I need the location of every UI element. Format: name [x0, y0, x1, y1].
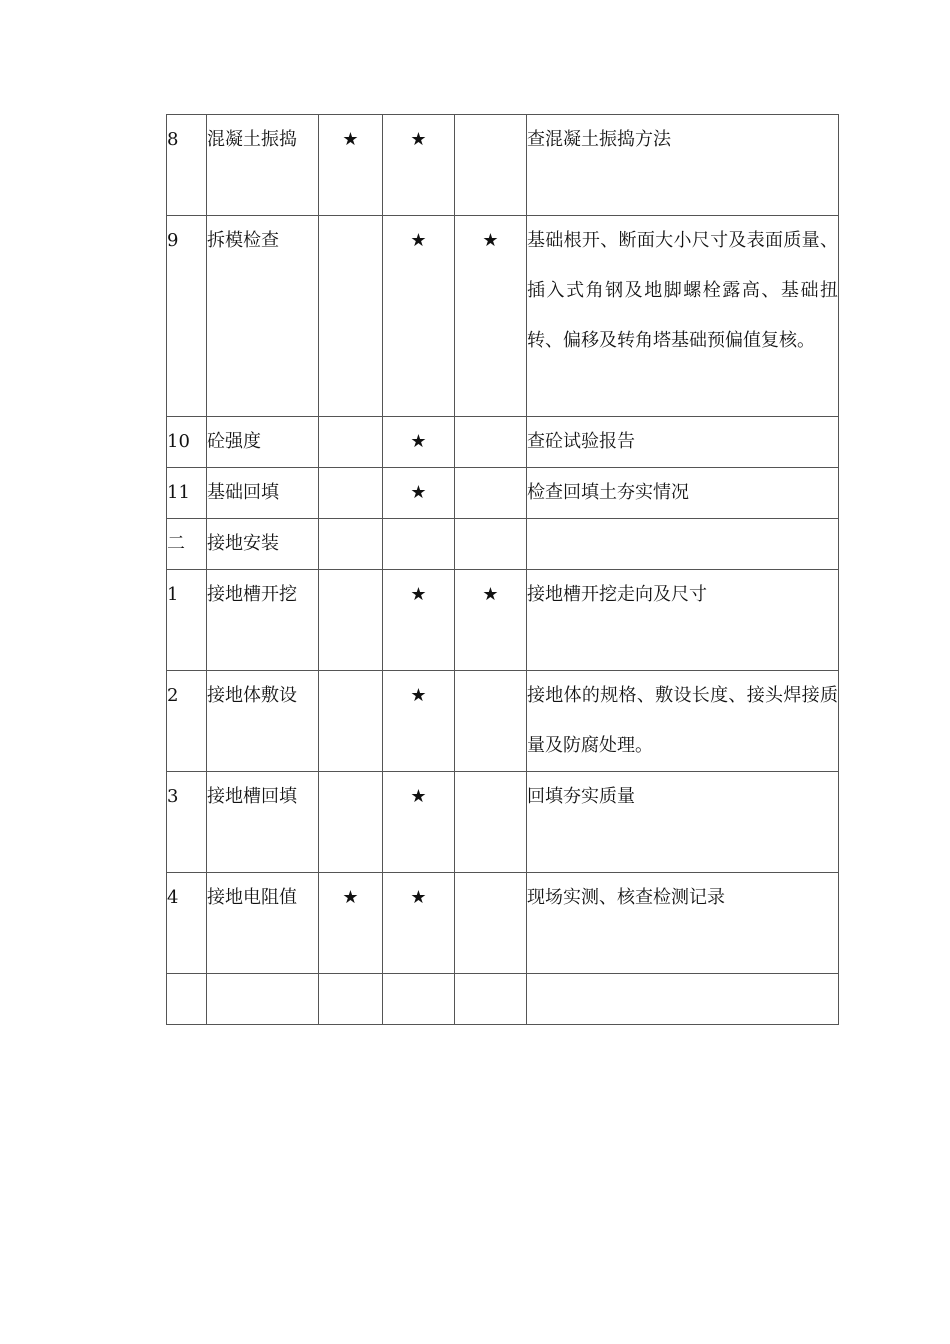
check-column-3: [455, 115, 527, 216]
table-row: [167, 115, 839, 216]
check-column-2: ★: [383, 417, 455, 468]
check-column-3: [455, 772, 527, 873]
check-column-2: [383, 519, 455, 570]
check-column-3: [455, 671, 527, 772]
check-column-2: ★: [383, 570, 455, 671]
item-name: 接地电阻值: [207, 873, 319, 974]
item-name: 砼强度: [207, 417, 319, 468]
inspection-note: 现场实测、核查检测记录: [527, 873, 839, 974]
check-column-3: [455, 519, 527, 570]
table-row: [167, 772, 839, 873]
row-number: 1: [167, 570, 207, 671]
check-column-3: ★: [455, 570, 527, 671]
check-column-3: [455, 468, 527, 519]
row-number: 9: [167, 216, 207, 417]
check-column-3: [455, 974, 527, 1025]
row-number: 二: [167, 519, 207, 570]
row-number: 4: [167, 873, 207, 974]
row-number: [167, 974, 207, 1025]
inspection-note: 查混凝土振捣方法: [527, 115, 839, 216]
table-row: [167, 974, 839, 1025]
item-name: 接地槽回填: [207, 772, 319, 873]
inspection-note: 基础根开、断面大小尺寸及表面质量、插入式角钢及地脚螺栓露高、基础扭转、偏移及转角塔基础预偏值复核。: [527, 216, 839, 417]
row-number: 3: [167, 772, 207, 873]
inspection-table-body: [167, 115, 839, 1025]
check-column-2: [383, 974, 455, 1025]
row-number: 10: [167, 417, 207, 468]
check-column-2: ★: [383, 468, 455, 519]
item-name: 接地体敷设: [207, 671, 319, 772]
item-name: 基础回填: [207, 468, 319, 519]
item-name: 拆模检查: [207, 216, 319, 417]
row-number: 8: [167, 115, 207, 216]
check-column-1: [319, 772, 383, 873]
check-column-1: [319, 216, 383, 417]
item-name: [207, 974, 319, 1025]
check-column-3: ★: [455, 216, 527, 417]
table-row: [167, 519, 839, 570]
check-column-1: ★: [319, 115, 383, 216]
table-row: [167, 216, 839, 417]
check-column-2: ★: [383, 115, 455, 216]
inspection-note: 接地槽开挖走向及尺寸: [527, 570, 839, 671]
row-number: 11: [167, 468, 207, 519]
table-row: [167, 417, 839, 468]
row-number: 2: [167, 671, 207, 772]
check-column-2: ★: [383, 671, 455, 772]
inspection-note: [527, 519, 839, 570]
check-column-3: [455, 873, 527, 974]
check-column-3: [455, 417, 527, 468]
inspection-note: 回填夯实质量: [527, 772, 839, 873]
check-column-1: ★: [319, 873, 383, 974]
inspection-note: 检查回填土夯实情况: [527, 468, 839, 519]
inspection-note: [527, 974, 839, 1025]
check-column-1: [319, 570, 383, 671]
inspection-note: 接地体的规格、敷设长度、接头焊接质量及防腐处理。: [527, 671, 839, 772]
check-column-1: [319, 417, 383, 468]
check-column-1: [319, 671, 383, 772]
table-row: [167, 468, 839, 519]
check-column-1: [319, 519, 383, 570]
inspection-note: 查砼试验报告: [527, 417, 839, 468]
check-column-1: [319, 974, 383, 1025]
check-column-1: [319, 468, 383, 519]
table-row: [167, 570, 839, 671]
item-name: 接地槽开挖: [207, 570, 319, 671]
check-column-2: ★: [383, 772, 455, 873]
check-column-2: ★: [383, 216, 455, 417]
table-row: [167, 873, 839, 974]
table-row: [167, 671, 839, 772]
item-name: 混凝土振捣: [207, 115, 319, 216]
inspection-table: [166, 114, 839, 1025]
check-column-2: ★: [383, 873, 455, 974]
item-name: 接地安装: [207, 519, 319, 570]
